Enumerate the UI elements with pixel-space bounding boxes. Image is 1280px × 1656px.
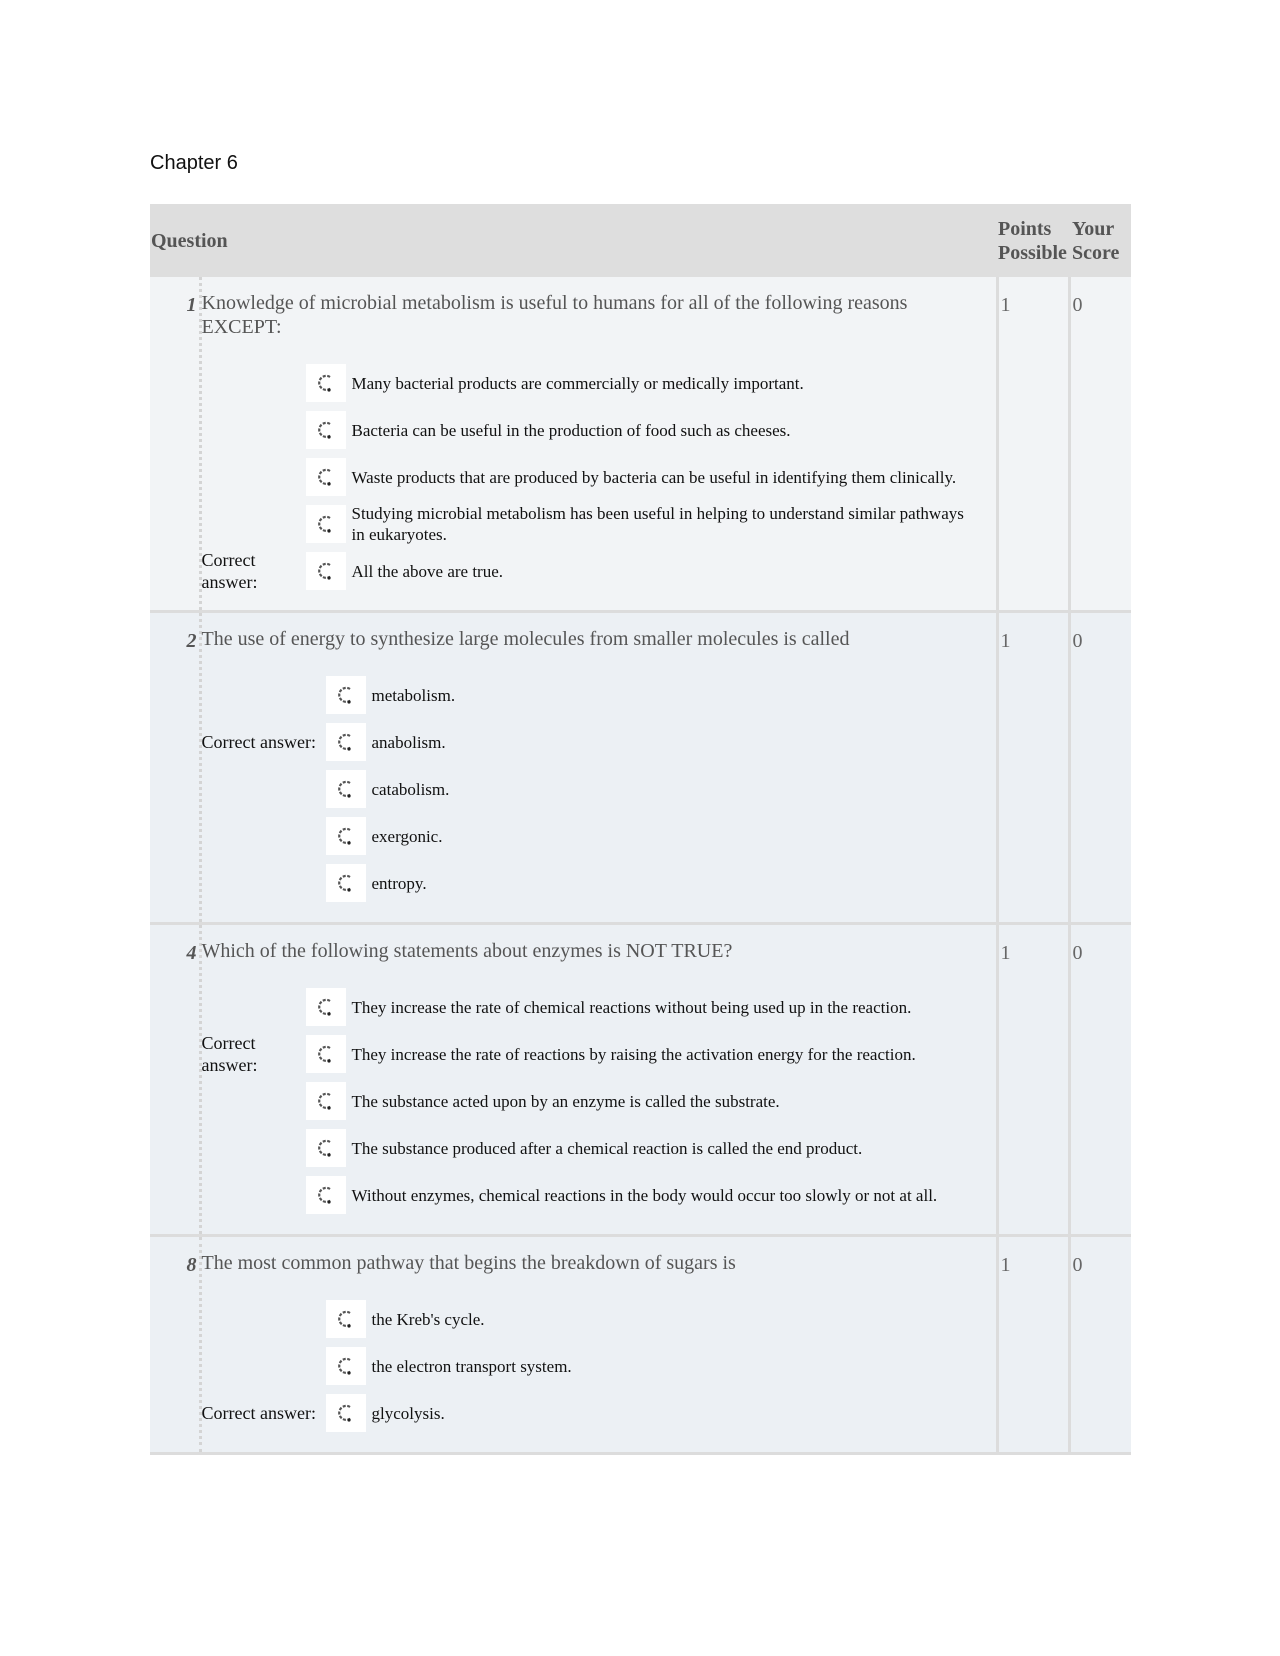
answer-option xyxy=(202,1297,970,1341)
correct-answer-label: Correct answer: xyxy=(201,550,258,592)
answer-text: glycolysis. xyxy=(371,1403,445,1423)
question-number: 1 xyxy=(150,277,200,612)
question-body xyxy=(200,277,997,612)
answer-option-correct xyxy=(202,549,970,593)
radio-button-icon[interactable] xyxy=(326,864,366,902)
answer-text: the electron transport system. xyxy=(371,1356,572,1376)
answer-text: Waste products that are produced by bacteria can be useful in identifying them clinically. xyxy=(351,467,957,487)
answer-option xyxy=(202,1079,970,1123)
correct-answer-label: Correct answer: xyxy=(201,732,316,752)
radio-button-icon[interactable] xyxy=(326,723,366,761)
question-text: Which of the following statements about enzymes is NOT TRUE? xyxy=(201,940,733,962)
radio-button-icon[interactable] xyxy=(306,1082,346,1120)
radio-button-icon[interactable] xyxy=(326,817,366,855)
radio-button-icon[interactable] xyxy=(306,552,346,590)
answer-option xyxy=(202,1344,970,1388)
points-possible-cell: 1 xyxy=(997,612,1069,924)
points-possible-cell: 1 xyxy=(997,924,1069,1236)
radio-button-icon[interactable] xyxy=(326,1347,366,1385)
correct-answer-label: Correct answer: xyxy=(201,1033,258,1075)
answer-option xyxy=(202,673,970,717)
answer-option xyxy=(202,814,970,858)
answer-text: The substance acted upon by an enzyme is called the substrate. xyxy=(351,1091,780,1111)
answer-text: catabolism. xyxy=(371,779,450,799)
header-points-possible: Points Possible xyxy=(997,204,1069,277)
radio-button-icon[interactable] xyxy=(306,505,346,543)
radio-button-icon[interactable] xyxy=(306,364,346,402)
answer-option xyxy=(202,1126,970,1170)
answer-option xyxy=(202,767,970,811)
answer-text: The substance produced after a chemical reaction is called the end product. xyxy=(351,1138,863,1158)
quiz-results-table xyxy=(150,204,1131,1455)
answer-text: All the above are true. xyxy=(351,561,504,581)
answer-option xyxy=(202,1173,970,1217)
answer-options xyxy=(202,1297,970,1435)
radio-button-icon[interactable] xyxy=(306,411,346,449)
radio-button-icon[interactable] xyxy=(306,1035,346,1073)
answer-text: entropy. xyxy=(371,873,427,893)
your-score-cell: 0 xyxy=(1069,924,1131,1236)
table-header-row xyxy=(150,204,1131,277)
radio-button-icon[interactable] xyxy=(306,988,346,1026)
radio-button-icon[interactable] xyxy=(306,1176,346,1214)
header-your-score: Your Score xyxy=(1069,204,1131,277)
your-score-cell: 0 xyxy=(1069,612,1131,924)
answer-text: anabolism. xyxy=(371,732,446,752)
answer-option xyxy=(202,861,970,905)
radio-button-icon[interactable] xyxy=(326,770,366,808)
correct-answer-label: Correct answer: xyxy=(201,1403,316,1423)
answer-option-correct xyxy=(202,1391,970,1435)
points-possible-cell: 1 xyxy=(997,1236,1069,1454)
points-possible-cell: 1 xyxy=(997,277,1069,612)
answer-options xyxy=(202,673,970,905)
question-body xyxy=(200,1236,997,1454)
question-text: The use of energy to synthesize large molecules from smaller molecules is called xyxy=(201,628,850,650)
answer-options xyxy=(202,361,970,593)
header-question: Question xyxy=(150,204,997,277)
answer-text: the Kreb's cycle. xyxy=(371,1309,485,1329)
answer-option xyxy=(202,985,970,1029)
answer-text: Studying microbial metabolism has been useful in helping to understand similar pathways in eukaryotes. xyxy=(351,504,964,544)
question-body xyxy=(200,612,997,924)
answer-options xyxy=(202,985,970,1217)
answer-text: They increase the rate of reactions by raising the activation energy for the reaction. xyxy=(351,1044,916,1064)
question-list xyxy=(150,277,1131,1454)
radio-button-icon[interactable] xyxy=(306,458,346,496)
question-number: 2 xyxy=(150,612,200,924)
radio-button-icon[interactable] xyxy=(326,676,366,714)
question-row xyxy=(150,924,1131,1236)
page-title: Chapter 6 xyxy=(150,152,238,174)
question-text: The most common pathway that begins the breakdown of sugars is xyxy=(201,1252,736,1274)
answer-text: metabolism. xyxy=(371,685,456,705)
answer-text: Without enzymes, chemical reactions in the body would occur too slowly or not at all. xyxy=(351,1185,938,1205)
answer-text: Bacteria can be useful in the production of food such as cheeses. xyxy=(351,420,791,440)
radio-button-icon[interactable] xyxy=(326,1300,366,1338)
question-row xyxy=(150,1236,1131,1454)
question-row xyxy=(150,277,1131,612)
answer-text: They increase the rate of chemical reactions without being used up in the reaction. xyxy=(351,997,912,1017)
answer-option xyxy=(202,455,970,499)
question-row xyxy=(150,612,1131,924)
question-number: 4 xyxy=(150,924,200,1236)
radio-button-icon[interactable] xyxy=(306,1129,346,1167)
answer-option xyxy=(202,408,970,452)
radio-button-icon[interactable] xyxy=(326,1394,366,1432)
your-score-cell: 0 xyxy=(1069,1236,1131,1454)
answer-option-correct xyxy=(202,720,970,764)
answer-text: Many bacterial products are commercially or medically important. xyxy=(351,373,804,393)
answer-option xyxy=(202,361,970,405)
answer-text: exergonic. xyxy=(371,826,443,846)
question-number: 8 xyxy=(150,1236,200,1454)
question-text: Knowledge of microbial metabolism is useful to humans for all of the following reasons EXCEPT: xyxy=(201,292,908,338)
answer-option xyxy=(202,502,970,546)
question-body xyxy=(200,924,997,1236)
your-score-cell: 0 xyxy=(1069,277,1131,612)
answer-option-correct xyxy=(202,1032,970,1076)
